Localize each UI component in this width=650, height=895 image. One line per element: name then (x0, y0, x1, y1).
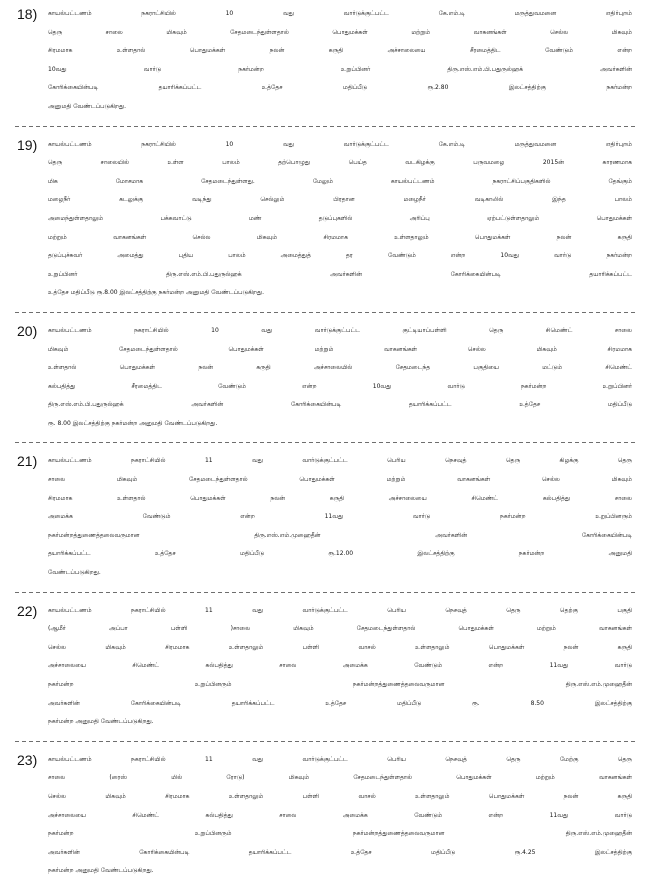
list-item (17, 5, 632, 117)
item-text-line: சிரமமாக உள்ளதால் பொதுமக்கள் நலன் கருதி அச்சாலையை சீரமைத்திட வேண்டும் என்ற (48, 47, 632, 55)
item-text-line: நகர்மன்ற உறுப்பினரும் நகர்மன்றத்துணைத்தலைவருமான திரு.எஸ்.எம்.முஹைதீன் (48, 681, 632, 688)
item-text-line: சாலை மிகவும் சேதமடைந்துள்ளதால் பொதுமக்கள் மற்றும் வாகனங்கள் செல்ல மிகவும் (48, 476, 632, 484)
dashed-divider (15, 303, 635, 322)
item-text-line: அச்சாலையை சிமெண்ட் கல்பதித்து சாலை அமைக்க வேண்டும் என்ற 11வது வார்டு (48, 811, 632, 819)
item-text-line: காயல்பட்டணம் நகராட்சியில் 10 வது வார்டுக்குட்பட்ட கே.எம்.டி மருத்துவமனை எதிர்புறம் (48, 10, 632, 17)
item-text-line: உள்ளதால் பொதுமக்கள் நலன் கருதி அச்சாலையில் சேதமடைந்த பகுதியை மட்டும் சிமெண்ட் (48, 364, 632, 372)
item-text-line: காயல்பட்டணம் நகராட்சியில் 11 வது வார்டுக்குட்பட்ட பெரிய நெசவுத் தெரு கிழக்கு தெரு (48, 457, 632, 465)
item-number: 18) (17, 6, 38, 22)
item-text-line: செல்ல மிகவும் சிரமமாக உள்ளதாலும் பள்ளி வாசல் உள்ளதாலும் பொதுமக்கள் நலன் கருதி (48, 792, 632, 800)
list-item (17, 751, 632, 881)
item-text-line: தடுப்புச்சுவர் அமைத்து புதிய பாலம் அமைத்துத் தர வேண்டும் என்ற 10வது வார்டு நகர்மன்ற (48, 252, 632, 260)
item-text-line: காயல்பட்டணம் நகராட்சியில் 11 வது வார்டுக்குட்பட்ட பெரிய நெசவுத் தெரு மேற்கு தெரு (48, 755, 632, 763)
item-text-line: 10வது வார்டு நகர்மன்ற உறுப்பினர் திரு.எஸ்.எம்.பி.பதுருல்ஹக் அவர்களின் (48, 65, 632, 73)
item-text-line: செல்ல மிகவும் சிரமமாக உள்ளதாலும் பள்ளி வாசல் உள்ளதாலும் பொதுமக்கள் நலன் கருதி (48, 643, 632, 651)
item-text-line: காயல்பட்டணம் நகராட்சியில் 10 வது வார்டுக்குட்பட்ட கே.எம்.டி மருத்துவமனை எதிர்புறம் (48, 140, 632, 148)
item-text-line: நகர்மன்ற அனுமதி வேண்டப்படுகிறது. (48, 867, 154, 875)
item-text-line: மிகவும் சேதமடைந்துள்ளதால் பொதுமக்கள் மற்றும் வாகனங்கள் செல்ல மிகவும் சிரமமாக (48, 345, 632, 353)
dashed-divider (15, 583, 635, 602)
item-text-line: நகர்மன்றத்துணைத்தலைவருமான திரு.எஸ்.எம்.முஹைதீன் அவர்களின் கோரிக்கையின்படி (48, 531, 632, 539)
item-text-line: அமைக்க வேண்டும் என்ற 11வது வார்டு நகர்மன்ற உறுப்பினரும் (48, 513, 632, 521)
item-text-line: அவர்களின் கோரிக்கையின்படி தயாரிக்கப்பட்ட உத்தேச மதிப்பீடு ரூ. 8.50 இலட்சத்திற்கு (48, 699, 632, 707)
item-text-line: உத்தேச மதிப்பீடு ரூ.8.00 இலட்சத்திற்கு நகர்மன்ற அனுமதி வேண்டப்படுகிறது. (48, 289, 265, 297)
item-number: 21) (17, 453, 38, 470)
item-text-line: கல்பதித்து சீரமைத்திட வேண்டும் என்ற 10வது வார்டு நகர்மன்ற உறுப்பினர் (48, 382, 632, 390)
item-text-line: மழைநீர் கடலுக்கு வடிந்து செல்லும் பிரதான மழைநீர் வடிகாலில் இந்த பாலம் (48, 196, 632, 204)
item-text-line: திரு.எஸ்.எம்.பி.பதுருல்ஹக் அவர்களின் கோரிக்கையின்படி தயாரிக்கப்பட்ட உத்தேச மதிப்பீடு (48, 401, 632, 409)
list-item (17, 322, 632, 434)
item-number: 20) (17, 322, 38, 339)
item-number: 23) (17, 751, 38, 768)
item-text-line: மிக மோசமாக சேதமடைந்துள்ளது. மேலும் காயல்பட்டணம் நகராட்சிப்பகுதிகளில் தேங்கும் (48, 177, 632, 185)
item-text-line: தயாரிக்கப்பட்ட உத்தேச மதிப்பீடு ரூ.12.00 இலட்சத்திற்கு நகர்மன்ற அனுமதி (48, 550, 632, 558)
dashed-divider (15, 433, 635, 452)
item-text-line: ரூ. 8.00 இலட்சத்திற்கு நகர்மன்ற அனுமதி வேண்டப்படுகிறது. (48, 419, 218, 427)
list-item (17, 136, 632, 303)
item-text-line: காயல்பட்டணம் நகராட்சியில் 10 வது வார்டுக்குட்பட்ட குட்டியாப்பள்ளி தெரு சிமெண்ட் சாலை (48, 326, 632, 334)
item-text-line: அவர்களின் கோரிக்கையின்படி தயாரிக்கப்பட்ட உத்தேச மதிப்பீடு ரூ.4.25 இலட்சத்திற்கு (48, 848, 632, 856)
dashed-divider (15, 732, 635, 751)
item-text-line: தெரு சாலை மிகவும் சேதமடைந்துள்ளதால் பொதுமக்கள் மற்றும் வாகனங்கள் செல்ல மிகவும் (48, 28, 632, 36)
list-item (17, 452, 632, 582)
item-text-line: அனுமதி வேண்டப்படுகிறது. (48, 102, 127, 110)
item-text-line: தெரு சாலையில் உள்ள பாலம் தற்பொழுது பெய்த வடகிழக்கு பருவமழை 2015ன் காரணமாக (48, 159, 632, 167)
item-text-line: உறுப்பினர் திரு.எஸ்.எம்.பி.பதுருல்ஹக் அவர்களின் கோரிக்கையின்படி தயாரிக்கப்பட்ட (48, 270, 632, 278)
item-number: 22) (17, 602, 38, 619)
item-text-line: நகர்மன்ற அனுமதி வேண்டப்படுகிறது. (48, 718, 154, 726)
item-text-line: வேண்டப்படுகிறது. (48, 569, 101, 577)
item-text-line: அமைந்துள்ளதாலும் பக்கவாட்டு மண் தடுப்புகளில் அரிப்பு ஏற்பட்டுள்ளதாலும் பொதுமக்கள் (48, 214, 632, 222)
item-text-line: அச்சாலையை சிமெண்ட் கல்பதித்து சாலை அமைக்க வேண்டும் என்ற 11வது வார்டு (48, 662, 632, 670)
item-text-line: சாலை (ரைஸ் மில் ரோடு) மிகவும் சேதமடைந்துள்ளதால் பொதுமக்கள் மற்றும் வாகனங்கள் (48, 774, 632, 782)
dashed-divider (15, 117, 635, 136)
item-text-line: (ஆமீர் அப்பா பள்ளி )சாலை மிகவும் சேதமடைந்துள்ளதால் பொதுமக்கள் மற்றும் வாகனங்கள் (48, 625, 632, 633)
item-number: 19) (17, 136, 38, 153)
item-text-line: மற்றும் வாகனங்கள் செல்ல மிகவும் சிரமமாக உள்ளதாலும் பொதுமக்கள் நலன் கருதி (48, 233, 632, 241)
list-item (17, 602, 632, 732)
item-text-line: கோரிக்கையின்படி தயாரிக்கப்பட்ட உத்தேச மதிப்பீடு ரூ.2.80 இலட்சத்திற்கு நகர்மன்ற (48, 84, 632, 92)
item-text-line: சிரமமாக உள்ளதால் பொதுமக்கள் நலன் கருதி அச்சாலையை சிமெண்ட் கல்பதித்து சாலை (48, 494, 632, 502)
item-text-line: காயல்பட்டணம் நகராட்சியில் 11 வது வார்டுக்குட்பட்ட பெரிய நெசவுத் தெரு தெற்கு பகுதி (48, 606, 632, 614)
document-body (17, 5, 632, 881)
item-text-line: நகர்மன்ற உறுப்பினரும் நகர்மன்றத்துணைத்தலைவருமான திரு.எஸ்.எம்.முஹைதீன் (48, 830, 632, 838)
